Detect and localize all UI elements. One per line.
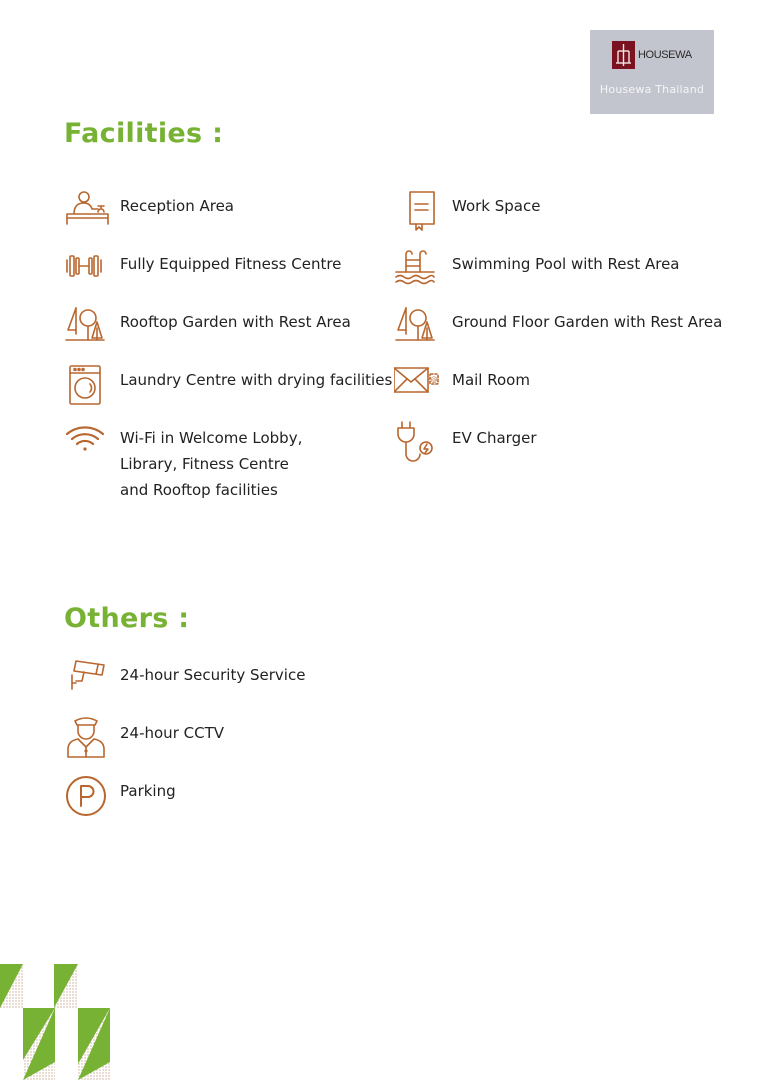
garden-icon (394, 304, 442, 348)
other-item-security (64, 667, 305, 701)
facility-item-rooftop-garden (64, 314, 351, 348)
ev-plug-icon (394, 420, 442, 464)
facility-label: Fully Equipped Fitness Centre (120, 255, 342, 273)
svg-text:@: @ (430, 376, 438, 384)
facility-item-ev-charger (394, 430, 537, 464)
facility-label: Mail Room (452, 371, 530, 389)
other-label: 24-hour Security Service (120, 666, 306, 684)
facility-item-fitness (64, 256, 341, 290)
washing-machine-icon (64, 362, 112, 406)
other-item-cctv (64, 725, 224, 759)
facility-item-work-space (394, 198, 540, 232)
facility-label: Ground Floor Garden with Rest Area (452, 313, 723, 331)
garden-icon (64, 304, 112, 348)
security-camera-icon (64, 657, 112, 701)
logo-wordmark: HOUSEWA (638, 49, 692, 61)
others-heading: Others : (64, 603, 190, 634)
facility-item-laundry (64, 372, 392, 406)
guard-icon (64, 715, 112, 759)
facility-label: Laundry Centre with drying facilities (120, 371, 393, 389)
mail-icon (394, 362, 442, 406)
brand-logo (590, 30, 714, 114)
other-label: Parking (120, 782, 176, 800)
wifi-icon (64, 420, 112, 464)
facility-label: EV Charger (452, 429, 537, 447)
facilities-heading: Facilities : (64, 118, 224, 149)
facility-item-mail-room (394, 372, 530, 406)
facility-item-ground-garden (394, 314, 722, 348)
decorative-green-shapes (0, 964, 112, 1080)
facility-label: Swimming Pool with Rest Area (452, 255, 680, 273)
notebook-icon (394, 188, 442, 232)
facility-item-reception (64, 198, 234, 232)
facility-label: Rooftop Garden with Rest Area (120, 313, 351, 331)
facility-item-wifi (64, 430, 302, 503)
other-item-parking (64, 783, 176, 817)
other-label: 24-hour CCTV (120, 724, 224, 742)
facility-label: Work Space (452, 197, 541, 215)
facility-label: Reception Area (120, 197, 234, 215)
facility-item-pool (394, 256, 680, 290)
facility-label-wifi: Wi-Fi in Welcome Lobby, Library, Fitness Centre and Rooftop facilities (120, 429, 303, 499)
pool-icon (394, 246, 442, 290)
housewa-logo-icon (612, 41, 635, 69)
parking-icon (64, 773, 112, 817)
reception-icon (64, 188, 112, 232)
dumbbell-icon (64, 246, 112, 290)
logo-caption: Housewa Thailand (599, 83, 705, 96)
